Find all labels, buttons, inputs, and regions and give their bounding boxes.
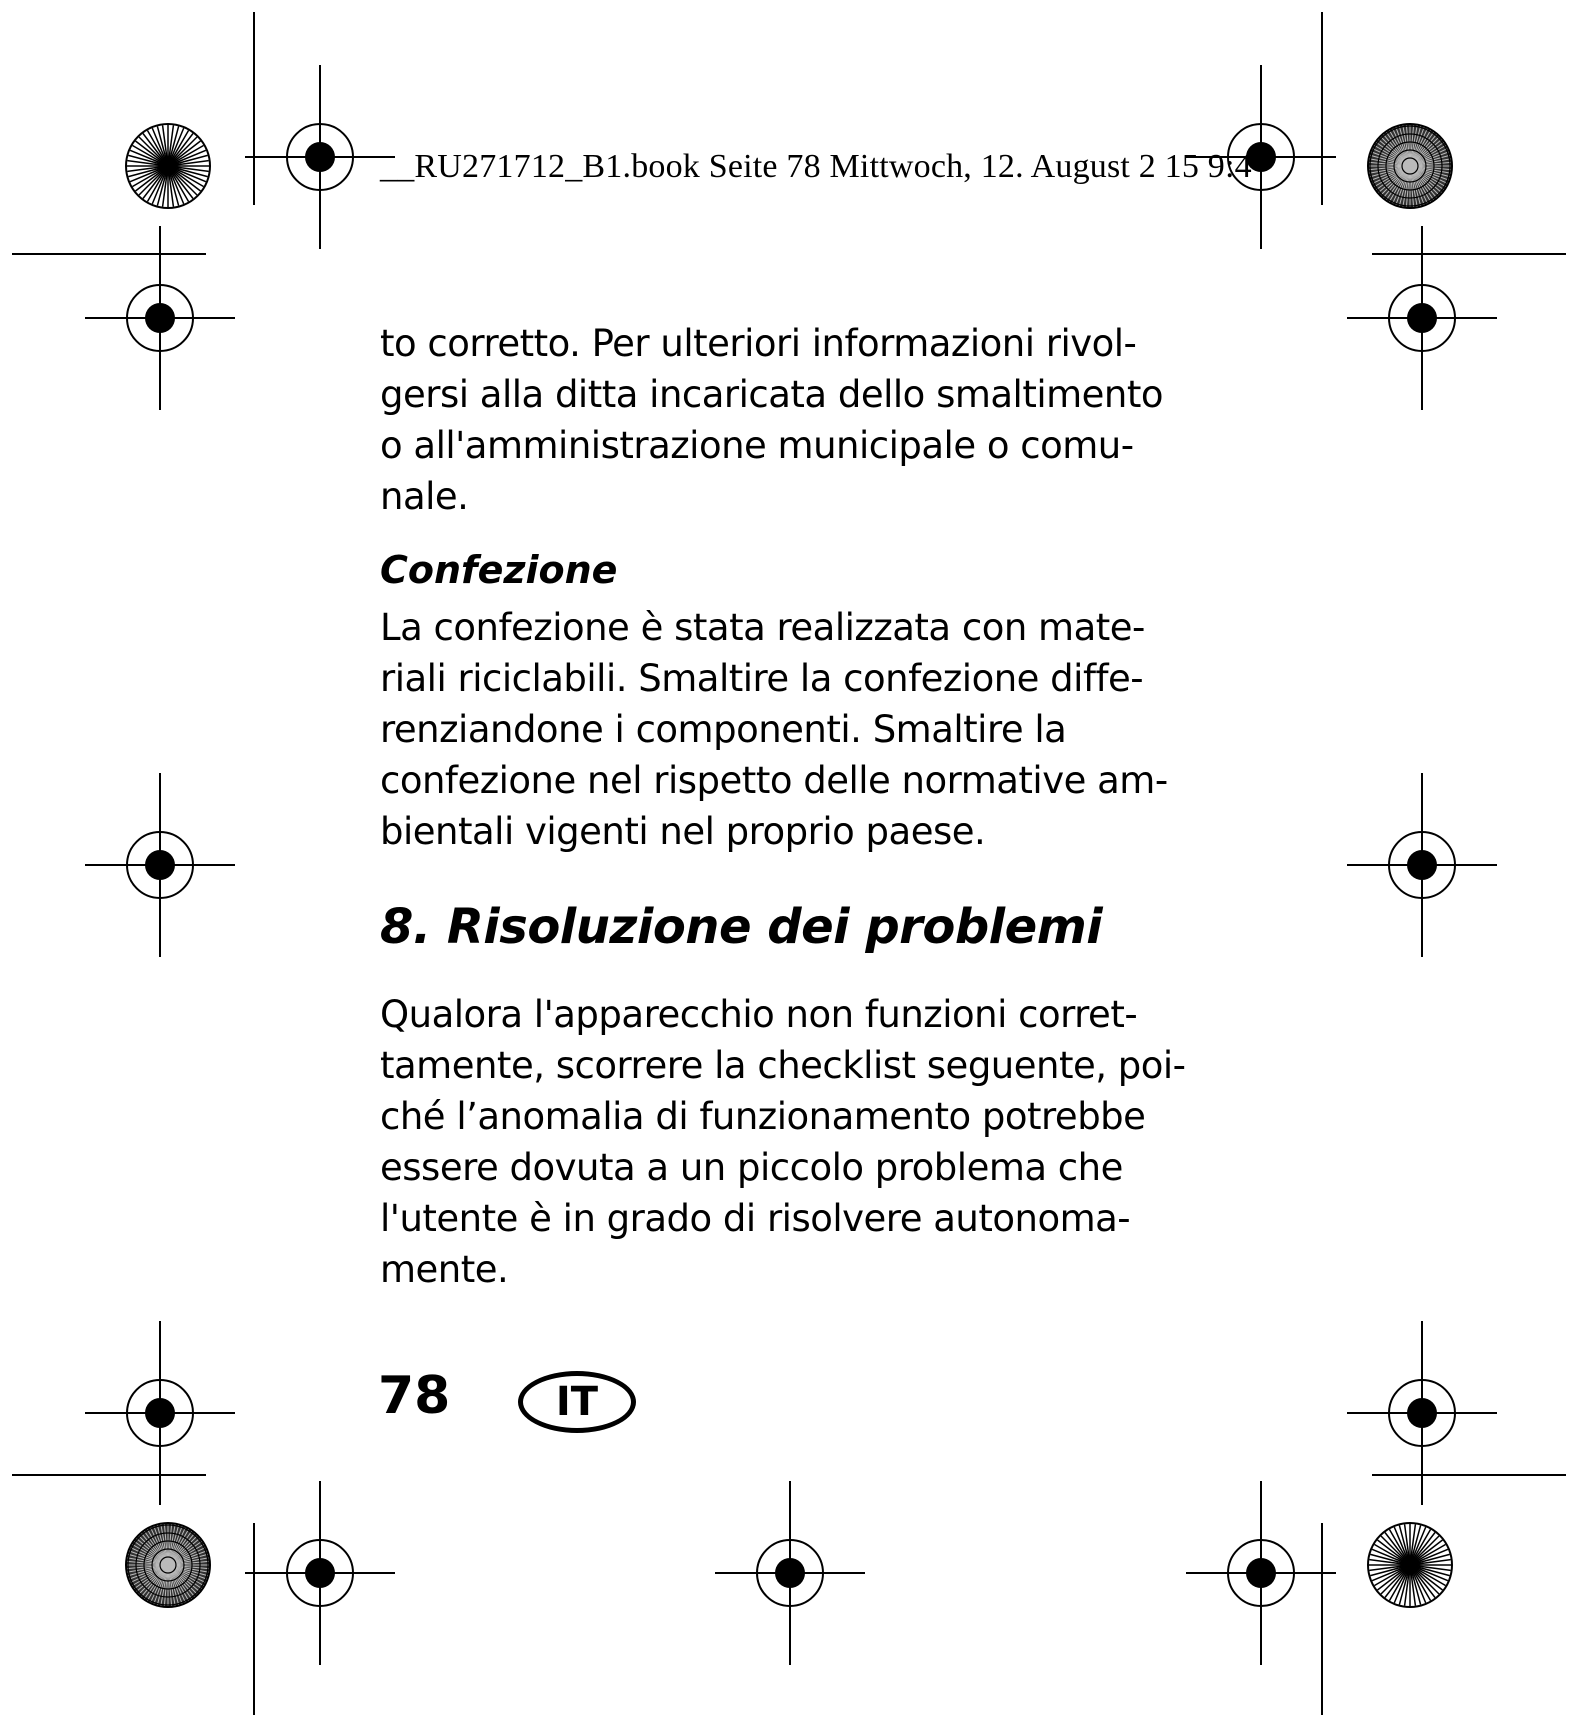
text-line: Qualora l'apparecchio non funzioni corret-	[380, 993, 1138, 1036]
packaging-paragraph	[380, 602, 1180, 857]
text-line: La confezione è stata realizzata con mate-	[380, 606, 1145, 649]
registration-crosshair-icon	[245, 1481, 395, 1665]
registration-crosshair-icon	[1347, 1321, 1497, 1505]
page-number: 78	[378, 1366, 451, 1426]
starburst-target-icon	[126, 124, 210, 208]
packaging-heading: Confezione	[380, 548, 618, 592]
starburst-target-icon	[1368, 1523, 1452, 1607]
text-line: confezione nel rispetto delle normative am-	[380, 759, 1168, 802]
text-line: mente.	[380, 1248, 509, 1291]
page-content	[380, 318, 1186, 1295]
print-slug-header: __RU271712_B1.book Seite 78 Mittwoch, 12. August 2 15 9:4	[380, 148, 1252, 185]
registration-crosshair-icon	[715, 1481, 865, 1665]
language-badge	[518, 1371, 636, 1433]
registration-crosshair-icon	[85, 773, 235, 957]
starburst-target-icon	[126, 1523, 210, 1607]
registration-crosshair-icon	[1347, 773, 1497, 957]
registration-crosshair-icon	[245, 65, 395, 249]
registration-crosshair-icon	[1186, 1481, 1336, 1665]
starburst-target-icon	[1368, 124, 1452, 208]
troubleshooting-paragraph	[380, 989, 1186, 1295]
text-line: to corretto. Per ulteriori informazioni rivol-	[380, 322, 1137, 365]
registration-crosshair-icon	[85, 1321, 235, 1505]
text-line: essere dovuta a un piccolo problema che	[380, 1146, 1123, 1189]
intro-paragraph	[380, 318, 1180, 522]
text-line: l'utente è in grado di risolvere autonoma-	[380, 1197, 1131, 1240]
text-line: o all'amministrazione municipale o comu-	[380, 424, 1134, 467]
text-line: bientali vigenti nel proprio paese.	[380, 810, 986, 853]
text-line: gersi alla ditta incaricata dello smaltimento	[380, 373, 1164, 416]
text-line: tamente, scorrere la checklist seguente, poi-	[380, 1044, 1186, 1087]
text-line: ché l’anomalia di funzionamento potrebbe	[380, 1095, 1146, 1138]
text-line: riali riciclabili. Smaltire la confezione diffe-	[380, 657, 1144, 700]
language-code: IT	[555, 1379, 599, 1425]
text-line: renziandone i componenti. Smaltire la	[380, 708, 1067, 751]
chapter-heading: 8. Risoluzione dei problemi	[380, 899, 1103, 955]
text-line: nale.	[380, 475, 469, 518]
